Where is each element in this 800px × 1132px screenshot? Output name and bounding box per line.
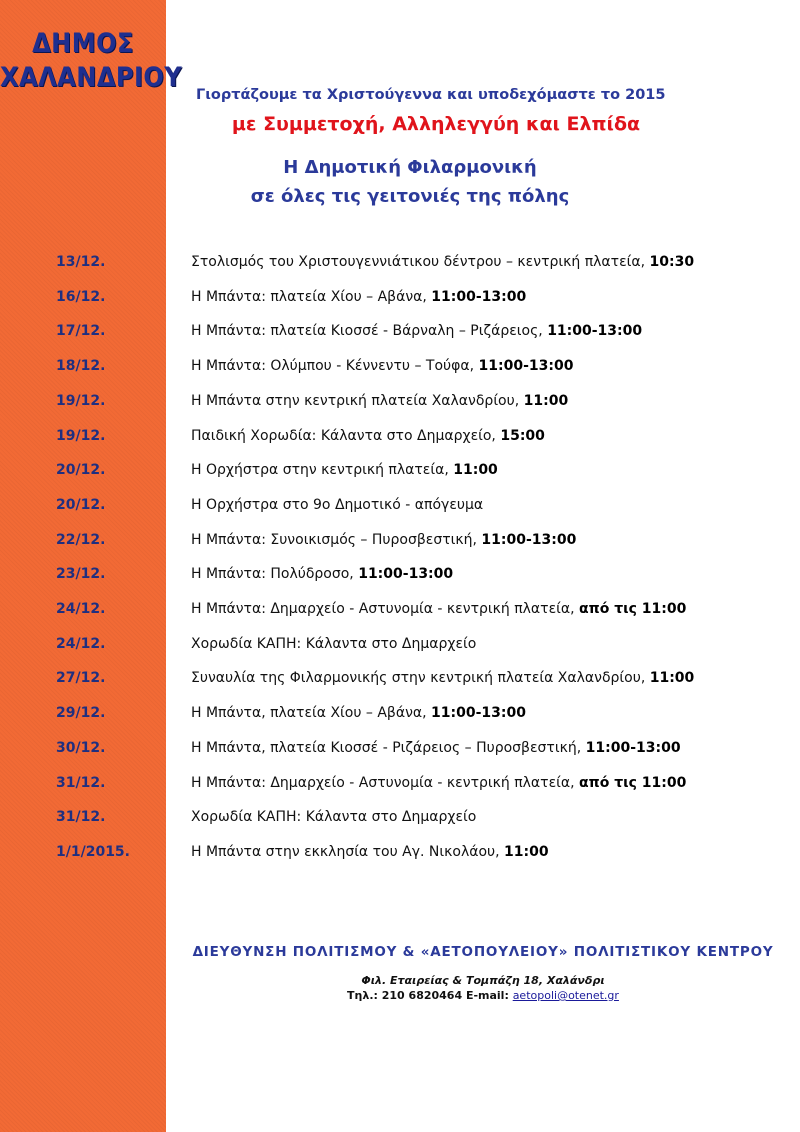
event-row <box>56 428 756 450</box>
event-description <box>191 254 694 270</box>
event-date: 17/12. <box>56 323 106 340</box>
email-link[interactable]: aetopoli@otenet.gr <box>512 989 619 1002</box>
event-description <box>191 289 526 305</box>
event-row <box>56 636 756 658</box>
event-date: 20/12. <box>56 496 106 513</box>
event-text: Η Μπάντα: Ολύμπου - Κέννεντυ – Τούφα, <box>191 358 479 375</box>
footer-contact <box>166 989 800 1002</box>
event-text: Η Μπάντα στην κεντρική πλατεία Χαλανδρίου, <box>191 392 524 409</box>
event-date: 24/12. <box>56 635 106 652</box>
event-text: Στολισμός του Χριστουγεννιάτικου δέντρου – κεντρική πλατεία, <box>191 254 650 270</box>
header-line-3b: σε όλες τις γειτονιές της πόλης <box>250 186 570 207</box>
event-row <box>56 566 756 588</box>
event-row <box>56 254 756 276</box>
event-row <box>56 289 756 311</box>
event-description <box>191 323 642 339</box>
event-row <box>56 705 756 727</box>
event-time: 11:00-13:00 <box>547 323 643 340</box>
event-date: 16/12. <box>56 288 106 305</box>
event-time: 11:00 <box>649 670 695 687</box>
event-text: Η Ορχήστρα στην κεντρική πλατεία, <box>191 462 454 479</box>
event-description <box>191 428 545 444</box>
event-time: από τις 11:00 <box>579 774 687 791</box>
event-date: 29/12. <box>56 705 106 722</box>
event-description <box>191 740 681 756</box>
event-date: 18/12. <box>56 358 106 375</box>
header-line-1: Γιορτάζουμε τα Χριστούγεννα και υποδεχόμαστε το 2015 <box>196 87 666 103</box>
event-text: Η Μπάντα: Δημαρχείο - Αστυνομία - κεντρική πλατεία, <box>191 601 580 617</box>
event-description <box>191 809 476 825</box>
event-text: Χορωδία ΚΑΠΗ: Κάλαντα στο Δημαρχείο <box>191 809 477 826</box>
event-description <box>191 636 476 652</box>
header-line-3 <box>200 153 620 211</box>
event-description <box>191 393 568 409</box>
event-description <box>191 844 549 860</box>
event-text: Χορωδία ΚΑΠΗ: Κάλαντα στο Δημαρχείο <box>191 635 477 652</box>
header-line-3a: Η Δημοτική Φιλαρμονική <box>283 157 537 178</box>
event-date: 22/12. <box>56 531 106 548</box>
event-row <box>56 809 756 831</box>
event-text: Η Μπάντα στην εκκλησία του Αγ. Νικολάου, <box>191 843 505 860</box>
logo-line-2: ΧΑΛΑΝΔΡΙΟΥ <box>0 61 183 93</box>
event-text: Η Μπάντα: πλατεία Κιοσσέ - Βάρναλη – Ριζάρειος, <box>191 323 548 340</box>
event-time: 11:00-13:00 <box>431 705 526 722</box>
event-date: 19/12. <box>56 392 106 409</box>
event-time: 11:00-13:00 <box>358 566 454 583</box>
event-time: 11:00-13:00 <box>478 358 574 375</box>
event-row <box>56 601 756 623</box>
event-description <box>191 705 526 721</box>
header-line-2: με Συμμετοχή, Αλληλεγγύη και Ελπίδα <box>231 113 641 135</box>
event-row <box>56 775 756 797</box>
event-description <box>191 462 498 478</box>
event-date: 13/12. <box>56 254 106 270</box>
event-date: 31/12. <box>56 774 106 791</box>
event-row <box>56 462 756 484</box>
event-description <box>191 532 576 548</box>
event-row <box>56 740 756 762</box>
event-description <box>191 670 694 686</box>
event-date: 1/1/2015. <box>56 843 130 860</box>
event-date: 31/12. <box>56 809 106 826</box>
event-time: 11:00 <box>504 843 549 860</box>
event-text: Η Ορχήστρα στο 9ο Δημοτικό - απόγευμα <box>191 496 484 513</box>
event-text: Η Μπάντα: πλατεία Χίου – Αβάνα, <box>191 288 432 305</box>
event-date: 24/12. <box>56 601 106 617</box>
event-date: 30/12. <box>56 739 106 756</box>
event-row <box>56 670 756 692</box>
event-time: 11:00-13:00 <box>481 531 577 548</box>
event-text: Η Μπάντα, πλατεία Χίου – Αβάνα, <box>191 705 432 722</box>
event-row <box>56 532 756 554</box>
footer-address: Φιλ. Εταιρείας & Τομπάζη 18, Χαλάνδρι <box>361 974 605 987</box>
event-text: Παιδική Χορωδία: Κάλαντα στο Δημαρχείο, <box>191 427 501 444</box>
event-date: 19/12. <box>56 427 106 444</box>
event-text: Η Μπάντα: Πολύδροσο, <box>191 566 359 583</box>
event-row <box>56 844 756 866</box>
event-description <box>191 566 453 582</box>
event-text: Συναυλία της Φιλαρμονικής στην κεντρική πλατεία Χαλανδρίου, <box>191 670 650 687</box>
event-description <box>191 601 686 617</box>
event-row <box>56 323 756 345</box>
event-row <box>56 358 756 380</box>
event-text: Η Μπάντα: Δημαρχείο - Αστυνομία - κεντρική πλατεία, <box>191 774 580 791</box>
event-time: 11:00 <box>453 462 498 479</box>
event-date: 20/12. <box>56 462 106 479</box>
event-date: 27/12. <box>56 670 106 687</box>
event-time: 11:00 <box>523 392 569 409</box>
event-time: 11:00-13:00 <box>585 739 681 756</box>
footer-organization: ΔΙΕΥΘΥΝΣΗ ΠΟΛΙΤΙΣΜΟΥ & «ΑΕΤΟΠΟΥΛΕΙΟΥ» ΠΟΛΙΤΙΣΤΙΚΟΥ ΚΕΝΤΡΟΥ <box>192 944 774 960</box>
event-text: Η Μπάντα, πλατεία Κιοσσέ - Ριζάρειος – Πυροσβεστική, <box>191 739 586 756</box>
event-date: 23/12. <box>56 566 106 583</box>
event-row <box>56 393 756 415</box>
event-time: 10:30 <box>649 254 695 270</box>
event-description <box>191 497 483 513</box>
municipality-logo <box>0 26 183 94</box>
logo-line-1: ΔΗΜΟΣ <box>32 27 134 59</box>
event-time: 11:00-13:00 <box>431 288 527 305</box>
event-time: 15:00 <box>500 427 545 444</box>
event-description <box>191 358 573 374</box>
footer-phone: Τηλ.: 210 6820464 E-mail: <box>347 989 513 1002</box>
event-text: Η Μπάντα: Συνοικισμός – Πυροσβεστική, <box>191 531 482 548</box>
event-description <box>191 775 686 791</box>
event-row <box>56 497 756 519</box>
event-time: από τις 11:00 <box>579 601 687 617</box>
